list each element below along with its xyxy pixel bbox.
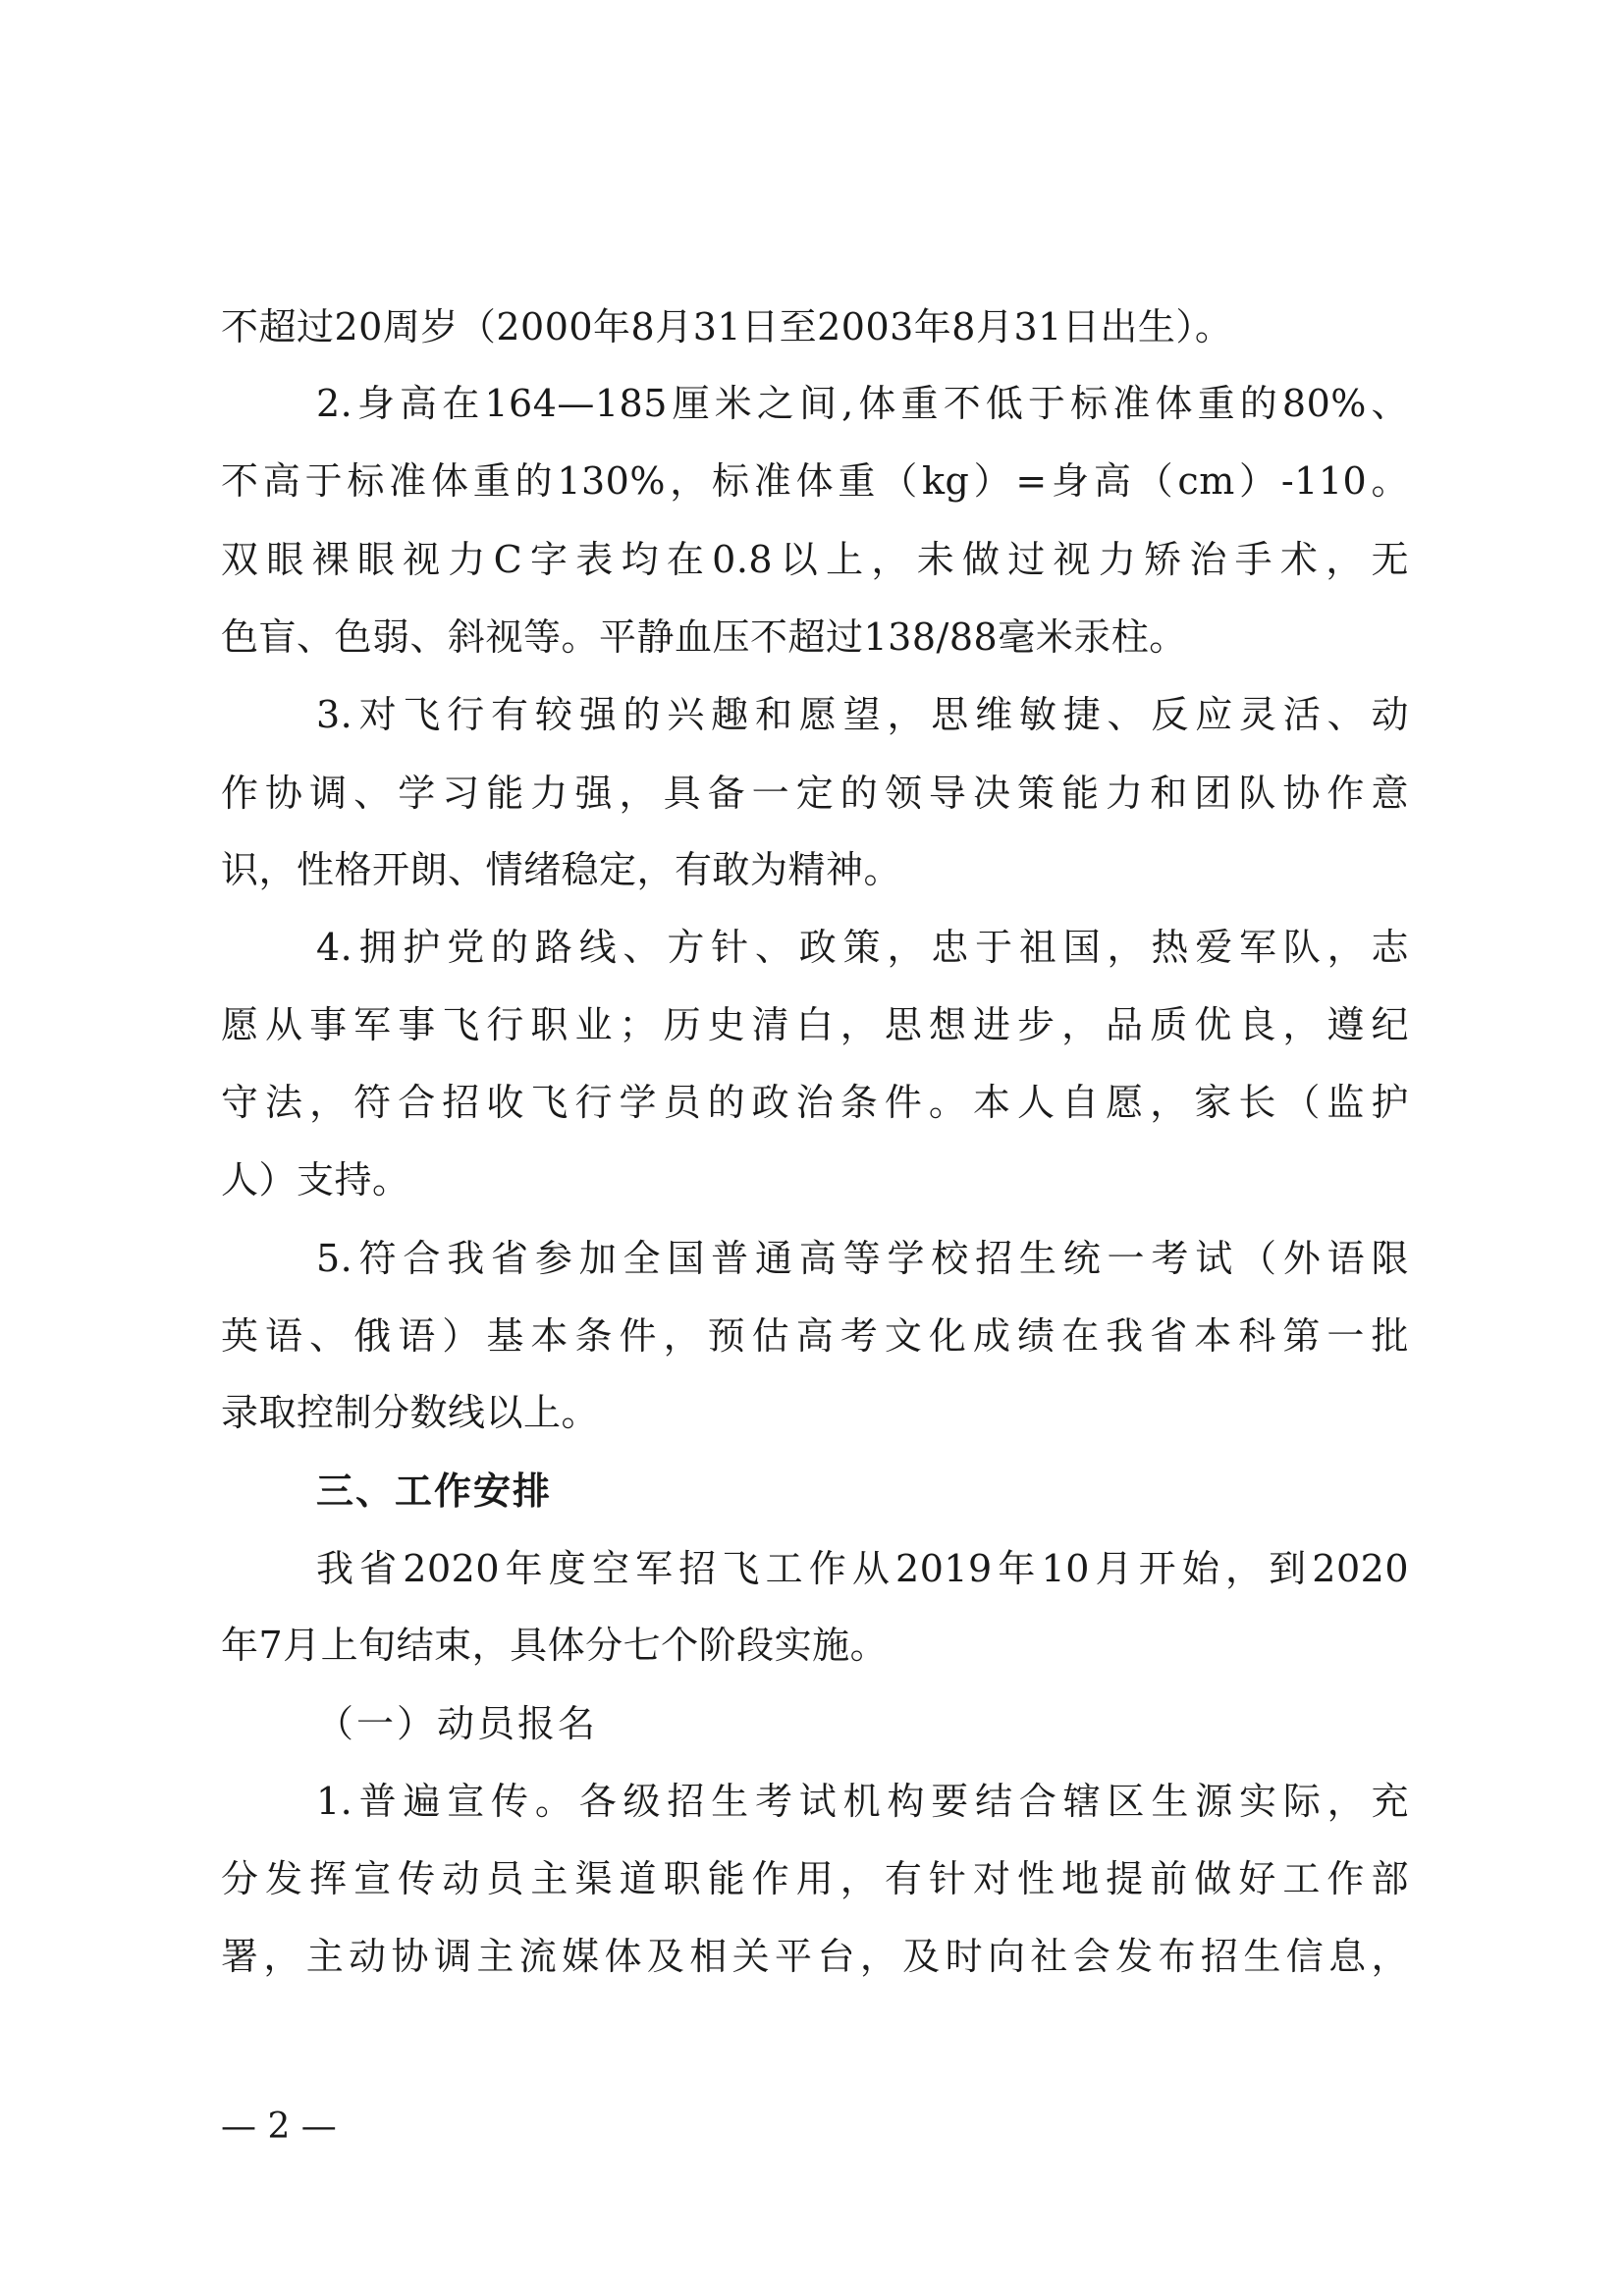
paragraph-line: 署，主动协调主流媒体及相关平台，及时向社会发布招生信息，	[221, 1935, 1409, 1978]
paragraph-line: 作协调、学习能力强，具备一定的领导决策能力和团队协作意	[221, 772, 1409, 815]
paragraph-line: 我省2020年度空军招飞工作从2019年10月开始，到2020	[316, 1547, 1409, 1590]
paragraph-line: 分发挥宣传动员主渠道职能作用，有针对性地提前做好工作部	[221, 1857, 1409, 1900]
paragraph-line: 年7月上旬结束，具体分七个阶段实施。	[221, 1624, 889, 1667]
paragraph-line: 色盲、色弱、斜视等。平静血压不超过138/88毫米汞柱。	[221, 615, 1187, 659]
paragraph-line: 3.对飞行有较强的兴趣和愿望，思维敏捷、反应灵活、动	[316, 693, 1409, 736]
paragraph-line: 2.身高在164—185厘米之间,体重不低于标准体重的80%、	[316, 382, 1409, 425]
page-number: — 2 —	[221, 2107, 337, 2147]
paragraph-line: 4.拥护党的路线、方针、政策，忠于祖国，热爱军队，志	[316, 926, 1409, 969]
paragraph-line: 双眼裸眼视力C字表均在0.8以上，未做过视力矫治手术，无	[221, 538, 1409, 581]
paragraph-line: 英语、俄语）基本条件，预估高考文化成绩在我省本科第一批	[221, 1314, 1409, 1358]
paragraph-line: 识，性格开朗、情绪稳定，有敢为精神。	[221, 848, 902, 891]
paragraph-line: 人）支持。	[221, 1158, 410, 1201]
paragraph-line: 愿从事军事飞行职业；历史清白，思想进步，品质优良，遵纪	[221, 1003, 1409, 1046]
paragraph-line: 不超过20周岁（2000年8月31日至2003年8月31日出生）。	[221, 305, 1233, 348]
paragraph-line: 不高于标准体重的130%，标准体重（kg）=身高（cm）-110。	[221, 459, 1409, 503]
subsection-heading: （一）动员报名	[316, 1702, 599, 1745]
paragraph-line: 守法，符合招收飞行学员的政治条件。本人自愿，家长（监护	[221, 1081, 1409, 1124]
paragraph-line: 5.符合我省参加全国普通高等学校招生统一考试（外语限	[316, 1237, 1409, 1280]
section-heading: 三、工作安排	[316, 1469, 553, 1513]
paragraph-line: 录取控制分数线以上。	[221, 1391, 600, 1434]
paragraph-line: 1.普遍宣传。各级招生考试机构要结合辖区生源实际，充	[316, 1780, 1409, 1823]
